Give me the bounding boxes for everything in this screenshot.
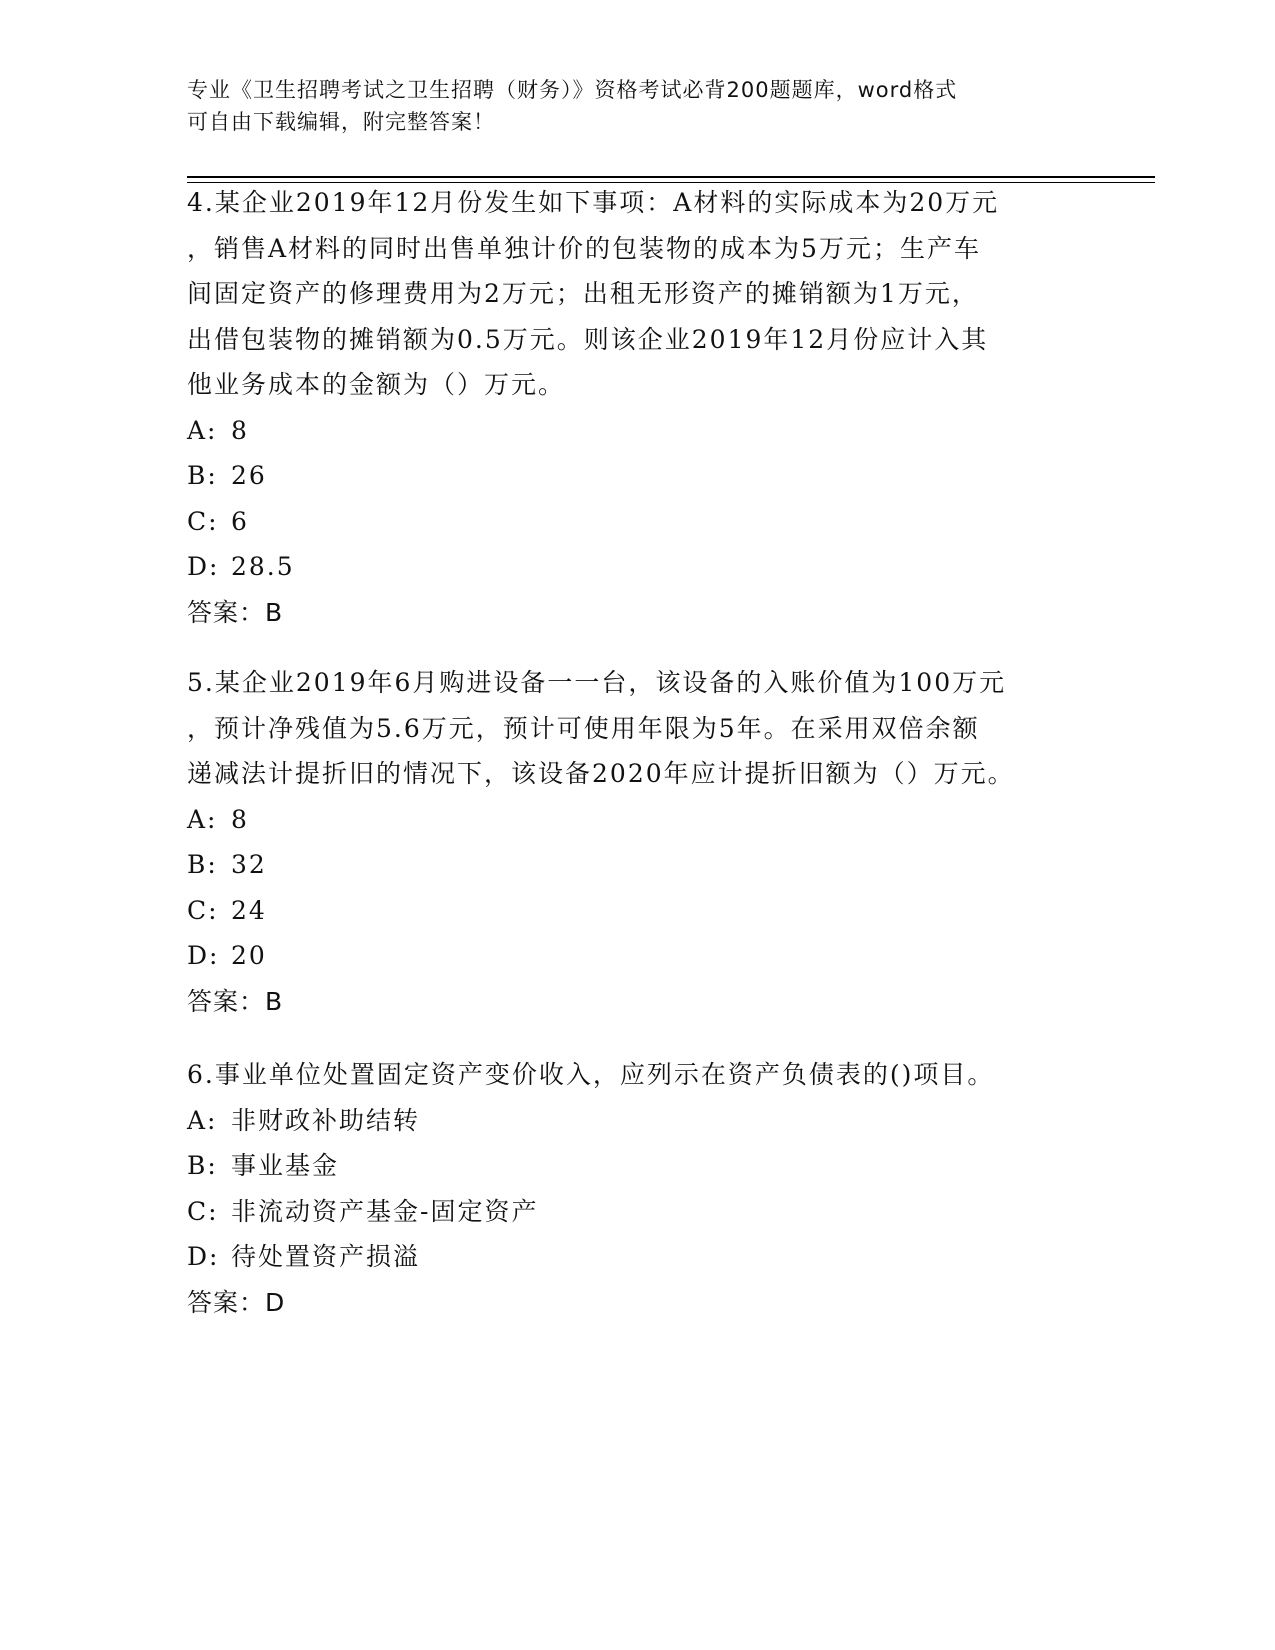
option-c	[187, 1189, 1087, 1235]
option-text: 6	[231, 506, 249, 536]
option-letter: C:	[187, 506, 219, 536]
option-b	[187, 1143, 1087, 1189]
option-text: 20	[231, 941, 267, 970]
option-text: 事业基金	[231, 1151, 340, 1180]
option-letter: D:	[187, 552, 220, 581]
option-c	[187, 888, 1087, 934]
option-text: 28.5	[231, 552, 295, 581]
question-text-line: 出借包装物的摊销额为0.5万元。则该企业2019年12月份应计入其	[187, 324, 989, 354]
option-letter: D:	[187, 941, 220, 970]
question-text-line: 6.事业单位处置固定资产变价收入，应列示在资产负债表的()项目。	[187, 1060, 995, 1089]
option-text: 8	[231, 415, 249, 445]
option-letter: B:	[187, 461, 218, 490]
option-letter: D:	[187, 1242, 220, 1271]
answer-line: 答案：B	[187, 986, 284, 1016]
option-a	[187, 797, 1087, 843]
question-5	[187, 660, 1087, 1024]
option-d	[187, 933, 1087, 979]
option-letter: B:	[187, 850, 218, 879]
option-d	[187, 1234, 1087, 1280]
question-6	[187, 1052, 1087, 1325]
question-text-line: 他业务成本的金额为（）万元。	[187, 370, 566, 399]
option-letter: A:	[187, 804, 218, 834]
option-a	[187, 408, 1087, 454]
header-line-1: 专业《卫生招聘考试之卫生招聘（财务）》资格考试必背200题题库，word格式	[187, 78, 958, 102]
option-d	[187, 544, 1087, 590]
option-text: 26	[231, 461, 267, 490]
header-divider-thick	[187, 176, 1155, 178]
option-text: 8	[231, 804, 249, 834]
option-letter: A:	[187, 415, 218, 445]
option-b	[187, 842, 1087, 888]
option-letter: B:	[187, 1151, 218, 1180]
option-text: 待处置资产损溢	[231, 1242, 421, 1271]
option-text: 非流动资产基金-固定资产	[231, 1196, 539, 1226]
option-c	[187, 499, 1087, 545]
option-letter: A:	[187, 1105, 218, 1135]
answer-line: 答案：D	[187, 1287, 286, 1317]
question-text-line: 间固定资产的修理费用为2万元；出租无形资产的摊销额为1万元，	[187, 279, 979, 308]
option-text: 非财政补助结转	[231, 1105, 421, 1135]
question-text-line: 递减法计提折旧的情况下，该设备2020年应计提折旧额为（）万元。	[187, 759, 1015, 788]
option-text: 24	[231, 895, 267, 925]
header-line-2: 可自由下载编辑，附完整答案！	[187, 110, 495, 134]
option-text: 32	[231, 850, 267, 879]
option-a	[187, 1098, 1087, 1144]
answer-line: 答案：B	[187, 597, 284, 627]
document-header	[187, 74, 1067, 138]
question-text-line: ，预计净残值为5.6万元，预计可使用年限为5年。在采用双倍余额	[187, 713, 980, 743]
option-letter: C:	[187, 895, 219, 925]
option-b	[187, 453, 1087, 499]
question-text-line: ，销售A材料的同时出售单独计价的包装物的成本为5万元；生产车	[187, 233, 981, 263]
option-letter: C:	[187, 1196, 219, 1226]
question-text-line: 5.某企业2019年6月购进设备一一台，该设备的入账价值为100万元	[187, 668, 1007, 697]
question-4	[187, 180, 1087, 635]
question-text-line: 4.某企业2019年12月份发生如下事项：A材料的实际成本为20万元	[187, 188, 1000, 217]
